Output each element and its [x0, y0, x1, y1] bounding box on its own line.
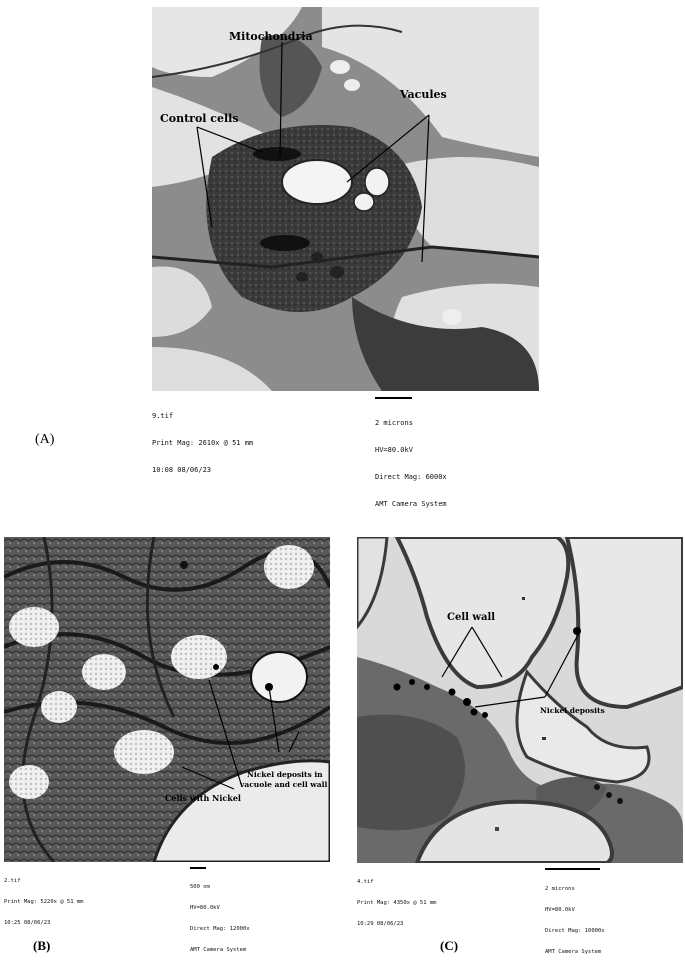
metadata-line: Print Mag: 4350x @ 51 mm: [357, 900, 437, 906]
metadata-line: Direct Mag: 10000x: [545, 928, 605, 934]
micrograph-a-image: [152, 7, 539, 391]
metadata-line: 2 microns: [545, 886, 575, 892]
metadata-b-left: [4, 864, 83, 934]
metadata-line: Direct Mag: 12000x: [190, 926, 250, 932]
metadata-line: 4.tif: [357, 879, 374, 885]
metadata-line: 10:08 08/06/23: [152, 466, 212, 474]
metadata-a-right: [375, 401, 447, 518]
metadata-line: HV=80.0kV: [375, 446, 413, 454]
metadata-line: Print Mag: 2610x @ 51 mm: [152, 439, 254, 447]
micrograph-a: [152, 7, 539, 391]
metadata-c-right: [545, 872, 605, 963]
micrograph-b: [4, 537, 330, 862]
metadata-line: AMT Camera System: [375, 500, 447, 508]
metadata-line: 10:29 08/06/23: [357, 921, 404, 927]
annotation-nickel-deposits-b-line1: Nickel deposits in: [247, 770, 323, 779]
metadata-c-left: [357, 865, 436, 935]
metadata-line: 500 nm: [190, 884, 210, 890]
annotation-cells-with-nickel: Cells with Nickel: [165, 793, 241, 803]
panel-label-b: (B): [33, 938, 51, 953]
metadata-line: 2 microns: [375, 419, 413, 427]
metadata-line: AMT Camera System: [545, 949, 602, 955]
metadata-line: AMT Camera System: [190, 947, 247, 953]
scale-bar-a: [375, 397, 412, 399]
metadata-line: 9.tif: [152, 412, 174, 420]
metadata-a-left: [152, 394, 253, 484]
panel-label-a: (A): [35, 432, 55, 447]
metadata-line: Print Mag: 5220x @ 51 mm: [4, 899, 84, 905]
metadata-line: HV=80.0kV: [190, 905, 220, 911]
annotation-vacules: Vacules: [400, 88, 447, 101]
micrograph-b-image: [4, 537, 330, 862]
metadata-line: Direct Mag: 6000x: [375, 473, 447, 481]
scale-bar-c: [545, 868, 600, 870]
annotation-mitochondria: Mitochondria: [229, 30, 313, 43]
scale-bar-b: [190, 867, 206, 869]
annotation-cell-wall: Cell wall: [447, 612, 496, 623]
panel-label-c: (C): [440, 938, 459, 953]
metadata-line: HV=80.0kV: [545, 907, 575, 913]
annotation-nickel-deposits-b-line2: vacuole and cell wall: [240, 780, 328, 789]
metadata-line: 10:25 08/06/23: [4, 920, 51, 926]
metadata-line: 2.tif: [4, 878, 21, 884]
annotation-control-cells: Control cells: [160, 112, 239, 125]
micrograph-c: [357, 537, 683, 863]
metadata-b-right: [190, 870, 250, 961]
annotation-nickel-deposits-c: Nickel deposits: [540, 706, 605, 715]
micrograph-c-image: [357, 537, 683, 863]
